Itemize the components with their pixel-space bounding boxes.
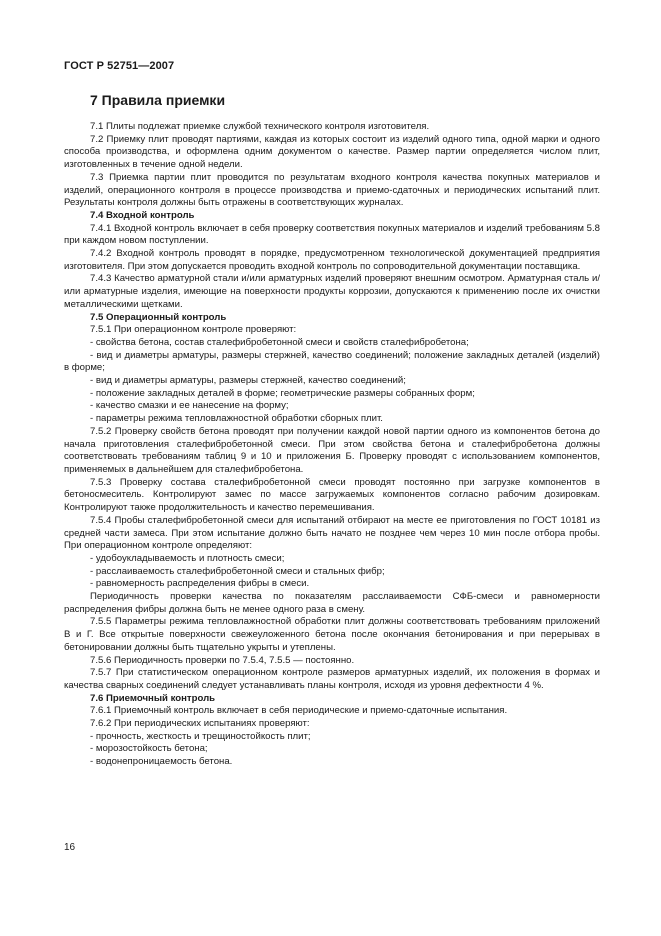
subsection-heading: 7.5 Операционный контроль (90, 311, 227, 323)
subsection-heading: 7.4 Входной контроль (90, 209, 195, 221)
list-item: - вид и диаметры арматуры, размеры стержней, качество соединений; положение закладных деталей (изделий) в форме; (64, 349, 600, 374)
document-code: ГОСТ Р 52751—2007 (64, 60, 175, 72)
paragraph: 7.4.2 Входной контроль проводят в порядке, предусмотренном технологической документацией предприятия изготовителя. При этом допускается проводить входной контроль по сопроводительной документации поставщика. (64, 248, 600, 272)
paragraph: 7.5.1 При операционном контроле проверяют: (90, 324, 297, 336)
list-item: - расслаиваемость сталефибробетонной смеси и стальных фибр; (90, 565, 385, 577)
paragraph: 7.6.1 Приемочный контроль включает в себя периодические и приемо-сдаточные испытания. (90, 705, 508, 717)
paragraph: Периодичность проверки качества по показателям расслаиваемости СФБ-смеси и равномерности распределения фибры должна быть не менее одного раза в смену. (64, 591, 600, 615)
section-title: 7 Правила приемки (90, 92, 226, 108)
list-item: - параметры режима тепловлажностной обработки сборных плит. (90, 413, 383, 425)
paragraph: 7.5.2 Проверку свойств бетона проводят при получении каждой новой партии одного из компонентов бетона до начала приготовления сталефибробетонной смеси. При этом свойства бетона и сталефибробетона должны соответствовать требованиям таблиц 9 и 10 и приложения Б. Проверку проводят с использованием компонентов, применяемых в дальнейшем для сталефибробетона. (64, 425, 600, 475)
paragraph: 7.5.3 Проверку состава сталефибробетонной смеси проводят постоянно при загрузке компонентов в бетоносмеситель. Контролируют замес по массе загружаемых компонентов согласно рабочим дозировкам. Контролируют также продолжительность и качество перемешивания. (64, 476, 600, 514)
list-item: - прочность, жесткость и трещиностойкость плит; (90, 730, 311, 742)
paragraph: 7.5.7 При статистическом операционном контроле размеров арматурных изделий, их положения в формах и качества сварных соединений следует устанавливать планы контроля, исходя из уровня дефектности 4 %. (64, 667, 600, 691)
list-item: - вид и диаметры арматуры, размеры стержней, качество соединений; (90, 375, 406, 387)
paragraph: 7.1 Плиты подлежат приемке службой технического контроля изготовителя. (90, 121, 430, 132)
paragraph: 7.6.2 При периодических испытаниях проверяют: (90, 718, 310, 730)
list-item: - морозостойкость бетона; (90, 743, 208, 755)
paragraph: 7.3 Приемка партии плит проводится по результатам входного контроля качества покупных материалов и изделий, операционного контроля в процессе производства и приемо-сдаточных и периодических испытаний плит. Результаты контроля должны быть отражены в соответствующих журналах. (64, 171, 600, 209)
paragraph: 7.2 Приемку плит проводят партиями, каждая из которых состоит из изделий одного типа, одной марки и одного способа производства, и оформлена одним документом о качестве. Размер партии определяется числом плит, изготовленных в течение одной недели. (64, 133, 600, 171)
paragraph: 7.4.3 Качество арматурной стали и/или арматурных изделий проверяют внешним осмотром. Арматурная сталь и/или арматурные изделия, имеющие на поверхности продукты коррозии, допускаются к применению после их очистки металлическими щетками. (64, 273, 600, 310)
page-number: 16 (64, 842, 76, 853)
paragraph: 7.5.4 Пробы сталефибробетонной смеси для испытаний отбирают на месте ее приготовления по ГОСТ 10181 из средней части замеса. При этом испытание должно быть начато не позднее чем через 10 мин после отбора пробы. При операционном контроле определяют: (64, 514, 600, 552)
list-item: - удобоукладываемость и плотность смеси; (90, 552, 285, 564)
paragraph: 7.4.1 Входной контроль включает в себя проверку соответствия покупных материалов и изделий требованиям 5.8 при каждом новом поступлении. (64, 222, 600, 247)
list-item: - качество смазки и ее нанесение на форму; (90, 400, 289, 412)
paragraph: 7.5.6 Периодичность проверки по 7.5.4, 7.5.5 — постоянно. (90, 654, 355, 666)
list-item: - водонепроницаемость бетона. (90, 756, 233, 768)
subsection-heading: 7.6 Приемочный контроль (90, 692, 216, 704)
list-item: - свойства бетона, состав сталефибробетонной смеси и свойств сталефибробетона; (90, 336, 469, 348)
paragraph: 7.5.5 Параметры режима тепловлажностной обработки плит должны соответствовать требованиям приложений В и Г. Все открытые поверхности свежеуложенного бетона после окончания бетонирования и при перерывах в бетонировании должны быть тщательно укрыты и утеплены. (64, 616, 600, 653)
list-item: - положение закладных деталей в форме; геометрические размеры собранных форм; (90, 387, 475, 399)
document-body (64, 121, 600, 769)
list-item: - равномерность распределения фибры в смеси. (90, 578, 310, 590)
